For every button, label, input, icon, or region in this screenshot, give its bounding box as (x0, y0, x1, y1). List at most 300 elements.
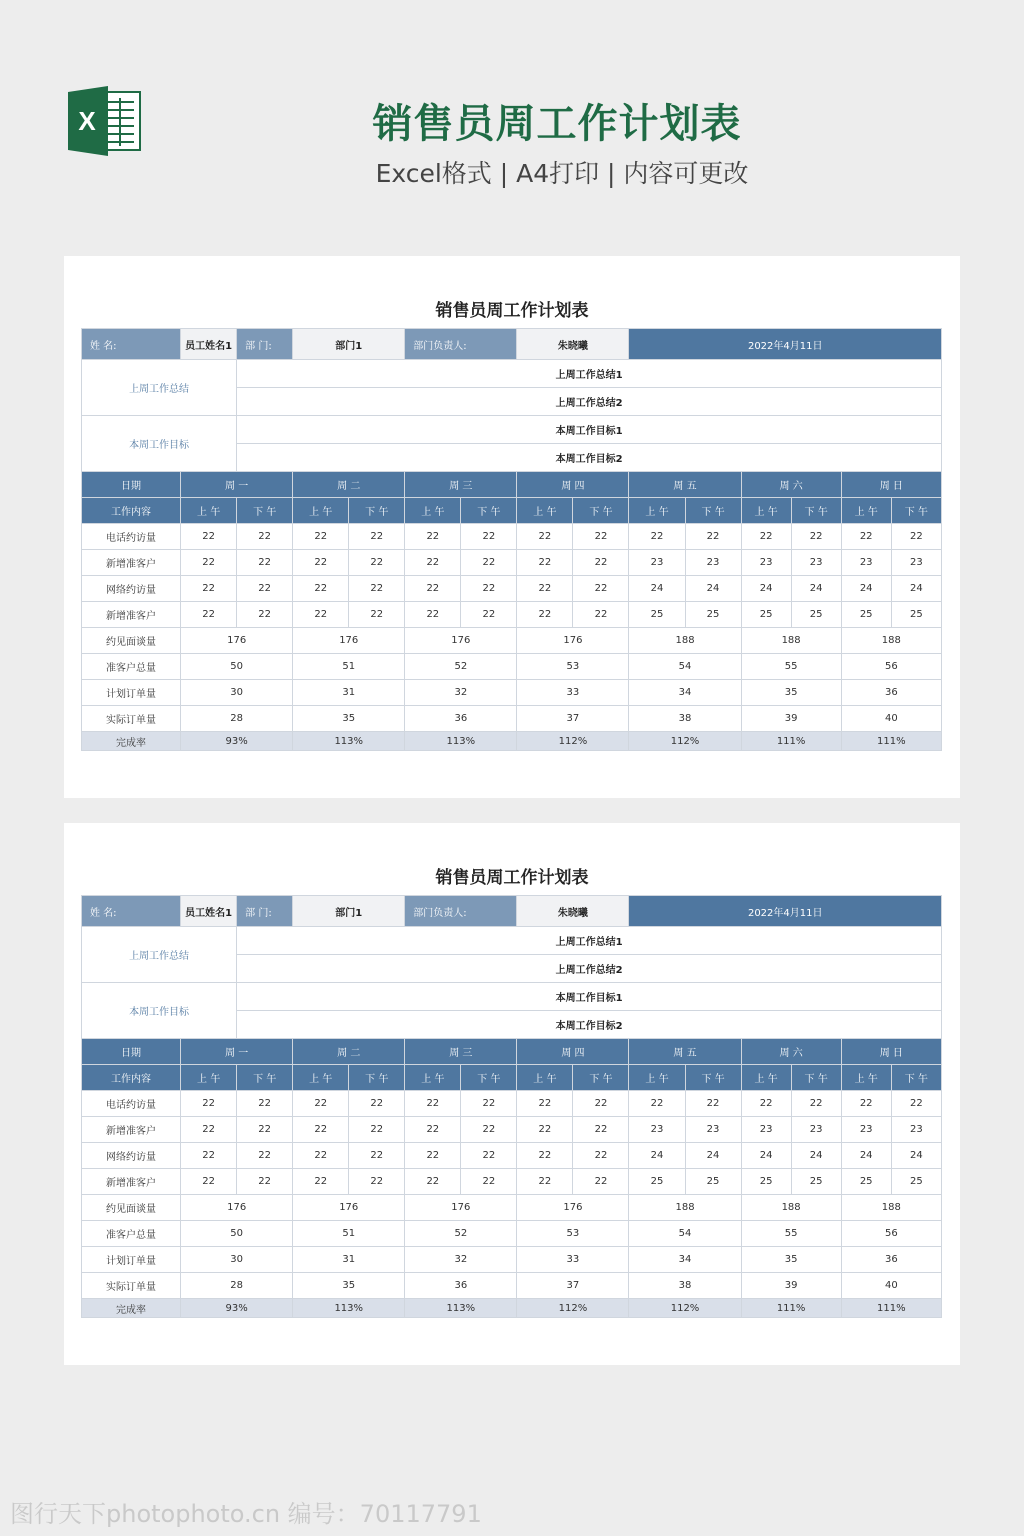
table-cell: 32 (405, 680, 517, 706)
table-cell: 24 (891, 576, 941, 602)
table-cell: 35 (741, 1247, 841, 1273)
table-cell: 55 (741, 654, 841, 680)
table-cell: 22 (891, 1091, 941, 1117)
table-row (82, 628, 942, 654)
day-header: 周 二 (293, 1039, 405, 1065)
am-header: 上 午 (405, 1065, 461, 1091)
row-label: 计划订单量 (82, 680, 181, 706)
table-cell: 22 (405, 550, 461, 576)
table-cell: 22 (405, 524, 461, 550)
am-header: 上 午 (181, 1065, 237, 1091)
table-cell: 188 (629, 628, 741, 654)
table-row (82, 654, 942, 680)
table-cell: 22 (517, 602, 573, 628)
pm-header: 下 午 (685, 498, 741, 524)
table-cell: 22 (685, 1091, 741, 1117)
rate-cell: 111% (741, 1299, 841, 1318)
manager-label: 部门负责人: (405, 896, 517, 927)
this-week-line: 本周工作目标1 (237, 416, 942, 444)
table-cell: 22 (293, 1169, 349, 1195)
table-cell: 34 (629, 680, 741, 706)
table-cell: 25 (685, 1169, 741, 1195)
table-row (82, 1221, 942, 1247)
table-cell: 22 (237, 576, 293, 602)
rate-cell: 113% (293, 732, 405, 751)
table-cell: 22 (181, 1091, 237, 1117)
rate-cell: 93% (181, 732, 293, 751)
day-header: 周 二 (293, 472, 405, 498)
table-cell: 25 (629, 1169, 685, 1195)
table-cell: 22 (237, 550, 293, 576)
table-cell: 25 (891, 602, 941, 628)
pm-header: 下 午 (349, 1065, 405, 1091)
table-cell: 22 (461, 524, 517, 550)
table-cell: 24 (841, 1143, 891, 1169)
table-cell: 22 (573, 550, 629, 576)
table-cell: 31 (293, 1247, 405, 1273)
am-header: 上 午 (517, 1065, 573, 1091)
table-cell: 22 (293, 1091, 349, 1117)
table-cell: 23 (891, 1117, 941, 1143)
table-row (82, 550, 942, 576)
day-header: 周 三 (405, 1039, 517, 1065)
am-header: 上 午 (841, 498, 891, 524)
manager-value: 朱晓曦 (517, 896, 629, 927)
table-cell: 36 (841, 1247, 941, 1273)
table-cell: 176 (517, 628, 629, 654)
table-cell: 36 (405, 706, 517, 732)
table-cell: 22 (349, 1091, 405, 1117)
table-cell: 39 (741, 1273, 841, 1299)
table-cell: 53 (517, 1221, 629, 1247)
row-label: 电话约访量 (82, 524, 181, 550)
table-cell: 24 (685, 576, 741, 602)
table-cell: 22 (405, 1091, 461, 1117)
table-row (82, 1143, 942, 1169)
table-cell: 22 (461, 1091, 517, 1117)
table-cell: 22 (293, 1143, 349, 1169)
table-cell: 176 (405, 628, 517, 654)
pm-header: 下 午 (461, 498, 517, 524)
table-cell: 24 (741, 1143, 791, 1169)
day-header: 周 六 (741, 1039, 841, 1065)
table-cell: 176 (293, 628, 405, 654)
table-cell: 23 (791, 1117, 841, 1143)
table-cell: 188 (741, 1195, 841, 1221)
table-cell: 22 (573, 524, 629, 550)
table-cell: 176 (405, 1195, 517, 1221)
table-cell: 24 (685, 1143, 741, 1169)
pm-header: 下 午 (461, 1065, 517, 1091)
row-label: 电话约访量 (82, 1091, 181, 1117)
table-cell: 22 (181, 1169, 237, 1195)
table-cell: 22 (237, 1143, 293, 1169)
this-week-line: 本周工作目标2 (237, 444, 942, 472)
table-cell: 22 (181, 602, 237, 628)
day-header: 周 四 (517, 472, 629, 498)
table-cell: 22 (461, 602, 517, 628)
table-cell: 51 (293, 1221, 405, 1247)
date-cell: 2022年4月11日 (629, 896, 942, 927)
pm-header: 下 午 (891, 498, 941, 524)
sheet-title: 销售员周工作计划表 (435, 301, 589, 321)
table-row (82, 680, 942, 706)
table-cell: 22 (573, 1169, 629, 1195)
last-week-line: 上周工作总结1 (237, 927, 942, 955)
table-cell: 22 (891, 524, 941, 550)
dept-label: 部 门: (237, 329, 293, 360)
row-label: 新增准客户 (82, 1169, 181, 1195)
sheet-preview-2 (64, 823, 960, 1365)
table-cell: 22 (461, 576, 517, 602)
table-cell: 22 (293, 550, 349, 576)
info-row (82, 896, 942, 927)
day-header: 周 一 (181, 472, 293, 498)
am-header: 上 午 (517, 498, 573, 524)
table-cell: 22 (349, 1117, 405, 1143)
pm-header: 下 午 (891, 1065, 941, 1091)
rate-row (82, 732, 942, 751)
am-header: 上 午 (741, 498, 791, 524)
table-cell: 22 (349, 524, 405, 550)
table-cell: 31 (293, 680, 405, 706)
row-label: 网络约访量 (82, 576, 181, 602)
table-cell: 188 (741, 628, 841, 654)
row-label: 约见面谈量 (82, 628, 181, 654)
page-subtitle: Excel格式 | A4打印 | 内容可更改 (375, 159, 749, 188)
last-week-line: 上周工作总结1 (237, 360, 942, 388)
table-row (82, 706, 942, 732)
excel-logo-letter: X (78, 106, 96, 136)
table-cell: 22 (181, 524, 237, 550)
pm-header: 下 午 (237, 498, 293, 524)
row-label: 实际订单量 (82, 706, 181, 732)
day-header: 周 一 (181, 1039, 293, 1065)
am-header: 上 午 (293, 1065, 349, 1091)
table-cell: 22 (237, 1169, 293, 1195)
table-cell: 22 (181, 1117, 237, 1143)
table-cell: 24 (629, 1143, 685, 1169)
day-header: 周 四 (517, 1039, 629, 1065)
rate-cell: 112% (517, 1299, 629, 1318)
table-cell: 176 (293, 1195, 405, 1221)
row-label: 新增准客户 (82, 1117, 181, 1143)
rate-cell: 111% (841, 1299, 941, 1318)
table-row (82, 602, 942, 628)
sheet-preview-1 (64, 256, 960, 798)
table-cell: 24 (741, 576, 791, 602)
table-cell: 22 (461, 550, 517, 576)
date-header: 日期 (82, 1039, 181, 1065)
table-row (82, 1117, 942, 1143)
row-label: 准客户总量 (82, 1221, 181, 1247)
am-header: 上 午 (405, 498, 461, 524)
table-cell: 30 (181, 1247, 293, 1273)
date-cell: 2022年4月11日 (629, 329, 942, 360)
table-row (82, 1195, 942, 1221)
last-week-label: 上周工作总结 (82, 927, 237, 983)
pm-header: 下 午 (237, 1065, 293, 1091)
table-cell: 24 (791, 1143, 841, 1169)
table-cell: 23 (741, 550, 791, 576)
table-cell: 22 (181, 576, 237, 602)
name-label: 姓 名: (82, 896, 181, 927)
table-cell: 22 (573, 1091, 629, 1117)
rate-cell: 111% (841, 732, 941, 751)
this-week-line: 本周工作目标2 (237, 1011, 942, 1039)
am-header: 上 午 (841, 1065, 891, 1091)
table-cell: 188 (841, 628, 941, 654)
row-label: 计划订单量 (82, 1247, 181, 1273)
table-cell: 22 (237, 1117, 293, 1143)
table-row (82, 1169, 942, 1195)
row-label: 完成率 (82, 1299, 181, 1318)
table-cell: 23 (685, 550, 741, 576)
table-cell: 22 (517, 1169, 573, 1195)
table-row (82, 1247, 942, 1273)
day-header: 周 日 (841, 472, 941, 498)
table-cell: 56 (841, 654, 941, 680)
table-cell: 23 (629, 550, 685, 576)
table-cell: 22 (629, 524, 685, 550)
rate-cell: 112% (517, 732, 629, 751)
table-cell: 176 (181, 628, 293, 654)
table-cell: 188 (629, 1195, 741, 1221)
table-cell: 25 (629, 602, 685, 628)
pm-header: 下 午 (573, 1065, 629, 1091)
table-cell: 22 (181, 1143, 237, 1169)
table-cell: 24 (891, 1143, 941, 1169)
table-cell: 36 (405, 1273, 517, 1299)
pm-header: 下 午 (349, 498, 405, 524)
table-cell: 22 (461, 1169, 517, 1195)
table-cell: 23 (841, 550, 891, 576)
table-cell: 22 (791, 524, 841, 550)
this-week-label: 本周工作目标 (82, 983, 237, 1039)
table-cell: 22 (685, 524, 741, 550)
table-cell: 28 (181, 1273, 293, 1299)
table-cell: 22 (573, 1117, 629, 1143)
table-cell: 36 (841, 680, 941, 706)
table-cell: 22 (349, 602, 405, 628)
table-cell: 23 (791, 550, 841, 576)
table-cell: 25 (685, 602, 741, 628)
watermark-text: 图行天下photophoto.cn 编号：70117791 (10, 1500, 482, 1528)
manager-value: 朱晓曦 (517, 329, 629, 360)
table-row (82, 576, 942, 602)
this-week-label: 本周工作目标 (82, 416, 237, 472)
table-cell: 35 (741, 680, 841, 706)
table-cell: 22 (293, 1117, 349, 1143)
table-cell: 35 (293, 1273, 405, 1299)
table-cell: 40 (841, 706, 941, 732)
table-cell: 25 (791, 1169, 841, 1195)
table-cell: 38 (629, 1273, 741, 1299)
page-title: 销售员周工作计划表 (372, 101, 742, 147)
table-cell: 39 (741, 706, 841, 732)
table-cell: 37 (517, 706, 629, 732)
rate-cell: 112% (629, 732, 741, 751)
table-cell: 24 (629, 576, 685, 602)
table-cell: 25 (841, 1169, 891, 1195)
pm-header: 下 午 (791, 1065, 841, 1091)
date-header: 日期 (82, 472, 181, 498)
row-label: 准客户总量 (82, 654, 181, 680)
content-header: 工作内容 (82, 1065, 181, 1091)
row-label: 新增准客户 (82, 550, 181, 576)
table-cell: 53 (517, 654, 629, 680)
table-cell: 22 (349, 1143, 405, 1169)
table-cell: 33 (517, 680, 629, 706)
table-cell: 22 (741, 1091, 791, 1117)
table-cell: 22 (517, 550, 573, 576)
last-week-line: 上周工作总结2 (237, 955, 942, 983)
pm-header: 下 午 (573, 498, 629, 524)
name-value: 员工姓名1 (181, 329, 237, 360)
dept-value: 部门1 (293, 896, 405, 927)
info-row (82, 329, 942, 360)
table-cell: 22 (517, 1091, 573, 1117)
row-label: 完成率 (82, 732, 181, 751)
this-week-line: 本周工作目标1 (237, 983, 942, 1011)
table-cell: 23 (891, 550, 941, 576)
pm-header: 下 午 (791, 498, 841, 524)
table-cell: 22 (349, 550, 405, 576)
table-cell: 22 (573, 576, 629, 602)
table-cell: 22 (293, 524, 349, 550)
table-cell: 54 (629, 654, 741, 680)
table-cell: 50 (181, 654, 293, 680)
last-week-line: 上周工作总结2 (237, 388, 942, 416)
rate-cell: 112% (629, 1299, 741, 1318)
name-value: 员工姓名1 (181, 896, 237, 927)
manager-label: 部门负责人: (405, 329, 517, 360)
table-cell: 38 (629, 706, 741, 732)
table-cell: 22 (181, 550, 237, 576)
table-cell: 22 (841, 1091, 891, 1117)
table-cell: 22 (461, 1143, 517, 1169)
day-header: 周 三 (405, 472, 517, 498)
table-cell: 40 (841, 1273, 941, 1299)
table-cell: 50 (181, 1221, 293, 1247)
table-cell: 22 (405, 602, 461, 628)
rate-row (82, 1299, 942, 1318)
table-cell: 24 (841, 576, 891, 602)
row-label: 网络约访量 (82, 1143, 181, 1169)
table-cell: 55 (741, 1221, 841, 1247)
day-header: 周 五 (629, 1039, 741, 1065)
last-week-label: 上周工作总结 (82, 360, 237, 416)
table-cell: 22 (405, 576, 461, 602)
table-cell: 22 (293, 576, 349, 602)
table-cell: 24 (791, 576, 841, 602)
table-cell: 22 (405, 1143, 461, 1169)
content-header: 工作内容 (82, 498, 181, 524)
table-row (82, 1273, 942, 1299)
table-cell: 22 (573, 1143, 629, 1169)
table-cell: 54 (629, 1221, 741, 1247)
table-cell: 22 (517, 576, 573, 602)
table-cell: 22 (349, 576, 405, 602)
table-cell: 32 (405, 1247, 517, 1273)
plan-table (81, 328, 942, 751)
table-cell: 22 (517, 1117, 573, 1143)
day-header: 周 六 (741, 472, 841, 498)
table-cell: 22 (237, 602, 293, 628)
table-cell: 23 (685, 1117, 741, 1143)
table-cell: 22 (517, 1143, 573, 1169)
am-header: 上 午 (741, 1065, 791, 1091)
table-cell: 56 (841, 1221, 941, 1247)
sheet-title: 销售员周工作计划表 (435, 868, 589, 888)
table-row (82, 1091, 942, 1117)
table-cell: 188 (841, 1195, 941, 1221)
table-cell: 52 (405, 654, 517, 680)
table-cell: 22 (629, 1091, 685, 1117)
table-cell: 23 (629, 1117, 685, 1143)
table-cell: 22 (237, 1091, 293, 1117)
table-cell: 22 (741, 524, 791, 550)
table-cell: 22 (405, 1169, 461, 1195)
name-label: 姓 名: (82, 329, 181, 360)
day-header: 周 五 (629, 472, 741, 498)
rate-cell: 113% (405, 1299, 517, 1318)
table-cell: 22 (237, 524, 293, 550)
table-cell: 52 (405, 1221, 517, 1247)
table-cell: 23 (741, 1117, 791, 1143)
table-row (82, 524, 942, 550)
am-header: 上 午 (181, 498, 237, 524)
table-cell: 25 (891, 1169, 941, 1195)
table-cell: 176 (517, 1195, 629, 1221)
table-cell: 176 (181, 1195, 293, 1221)
rate-cell: 113% (405, 732, 517, 751)
table-cell: 37 (517, 1273, 629, 1299)
table-cell: 35 (293, 706, 405, 732)
row-label: 实际订单量 (82, 1273, 181, 1299)
am-header: 上 午 (629, 1065, 685, 1091)
day-header: 周 日 (841, 1039, 941, 1065)
table-cell: 30 (181, 680, 293, 706)
table-cell: 22 (573, 602, 629, 628)
table-cell: 25 (741, 1169, 791, 1195)
dept-label: 部 门: (237, 896, 293, 927)
table-cell: 22 (293, 602, 349, 628)
table-cell: 22 (349, 1169, 405, 1195)
table-cell: 23 (841, 1117, 891, 1143)
table-cell: 22 (791, 1091, 841, 1117)
table-cell: 34 (629, 1247, 741, 1273)
table-cell: 25 (741, 602, 791, 628)
table-cell: 33 (517, 1247, 629, 1273)
rate-cell: 111% (741, 732, 841, 751)
rate-cell: 93% (181, 1299, 293, 1318)
row-label: 约见面谈量 (82, 1195, 181, 1221)
am-header: 上 午 (629, 498, 685, 524)
pm-header: 下 午 (685, 1065, 741, 1091)
table-cell: 25 (841, 602, 891, 628)
plan-table (81, 895, 942, 1318)
dept-value: 部门1 (293, 329, 405, 360)
table-cell: 22 (841, 524, 891, 550)
table-cell: 51 (293, 654, 405, 680)
rate-cell: 113% (293, 1299, 405, 1318)
table-cell: 22 (517, 524, 573, 550)
am-header: 上 午 (293, 498, 349, 524)
table-cell: 22 (461, 1117, 517, 1143)
table-cell: 28 (181, 706, 293, 732)
row-label: 新增准客户 (82, 602, 181, 628)
